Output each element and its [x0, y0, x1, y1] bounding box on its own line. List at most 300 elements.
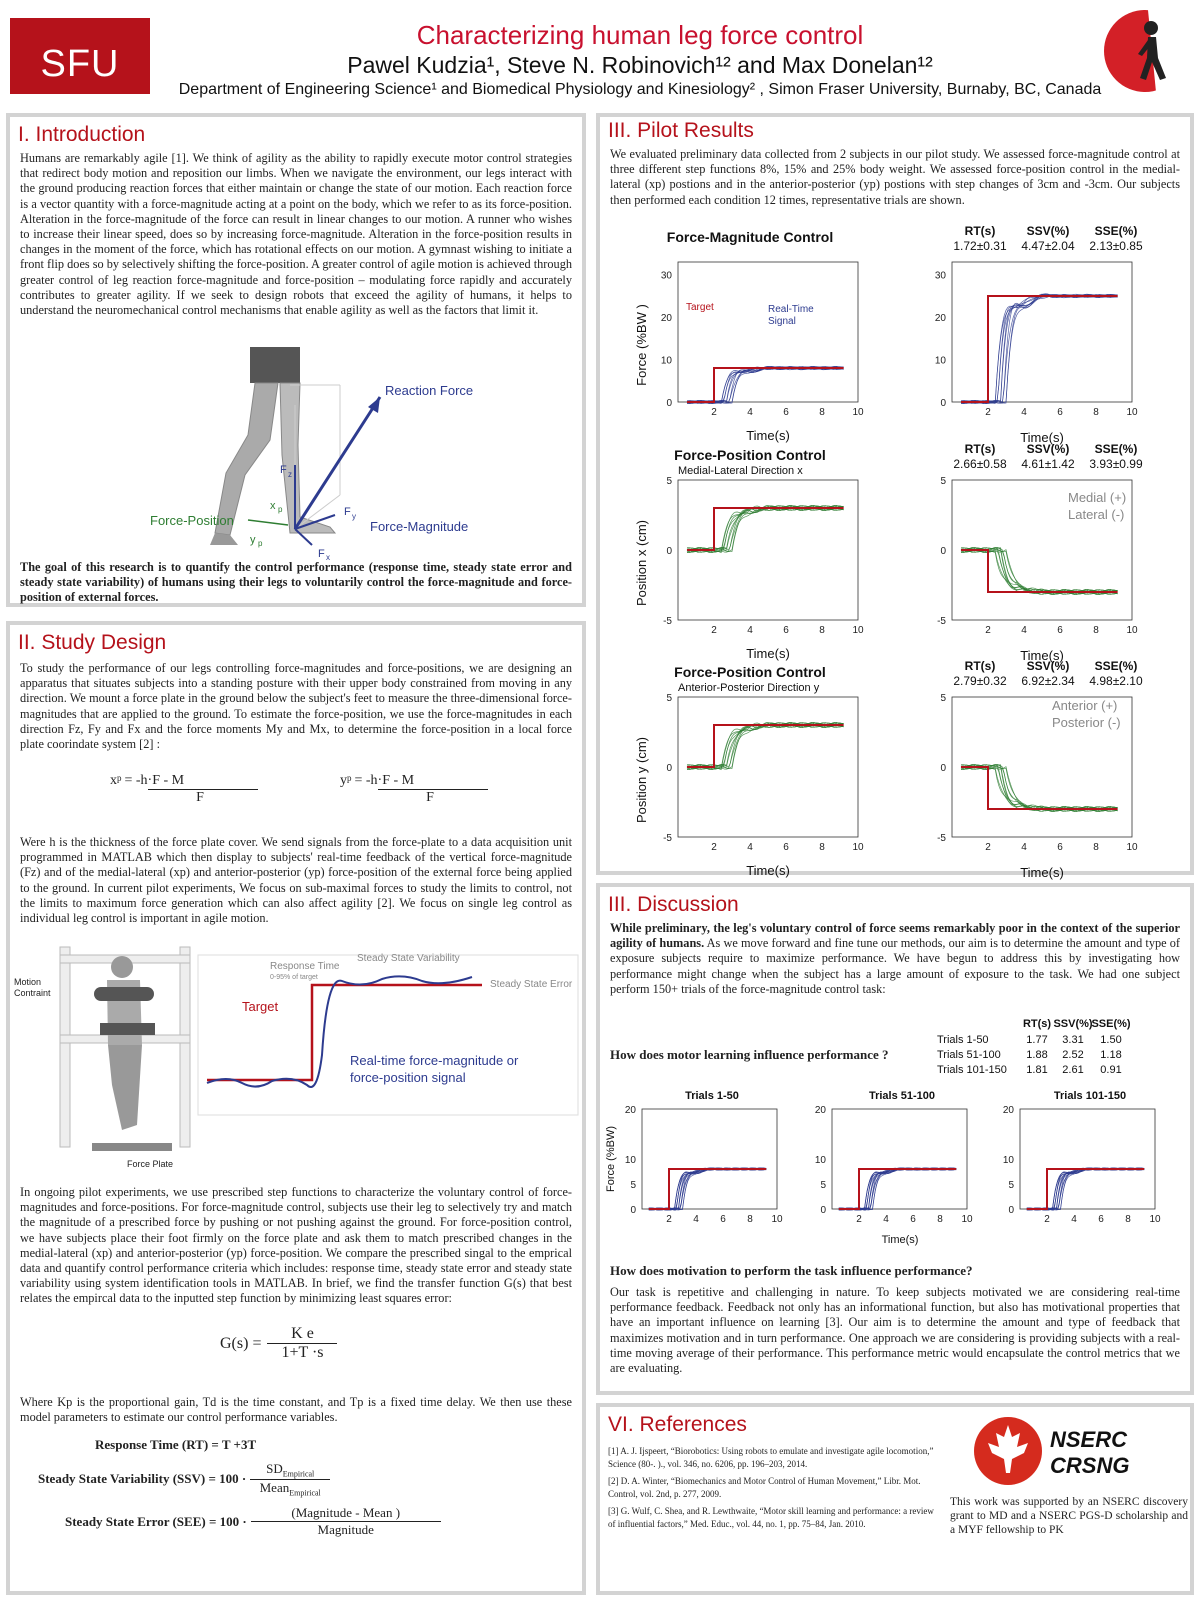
response-trace — [687, 366, 844, 403]
leg-force-diagram — [130, 345, 490, 560]
table-cell: 3.31 — [1062, 1034, 1084, 1046]
x-tick-label: 2 — [856, 1214, 862, 1225]
response-trace — [961, 547, 1118, 594]
x-tick-label: 4 — [883, 1214, 889, 1225]
fy-label: F — [344, 506, 351, 518]
response-trace — [961, 295, 1118, 403]
x-tick-label: 4 — [1021, 842, 1027, 853]
x-tick-label: 4 — [1021, 407, 1027, 418]
legend-entry: Lateral (-) — [1068, 507, 1125, 522]
sfu-logo: SFU — [10, 18, 150, 94]
y-tick-label: 10 — [660, 355, 672, 367]
transfer-function: G(s) = K e 1+T ·s — [220, 1325, 420, 1362]
response-trace — [961, 764, 1118, 811]
response-trace — [1027, 1168, 1144, 1209]
response-trace — [687, 366, 844, 403]
y-tick-label: 0 — [666, 546, 672, 557]
realtime-annotation: Real-Time — [768, 304, 814, 315]
response-trace — [1027, 1168, 1144, 1210]
target-step — [687, 508, 844, 550]
response-trace — [839, 1168, 956, 1210]
discussion-p2: Our task is repetitive and challenging in nature. To keep subjects motivated we are considering real-time performance feedback. Feedback not only has an informational function, but also has motivational properties that have an important influence on learning [3]. Our aim is to determine the amount and type of feedback that maximizes motivation and in turn performance. One approach we are considering is providing subjects with a real-time moving average of their performance. This performance metric would encapsulate the control metrics that we are evaluating. — [610, 1285, 1180, 1376]
table-heading: SSE(%) — [1091, 1018, 1131, 1030]
response-trace — [687, 367, 844, 403]
x-tick-label: 2 — [711, 625, 717, 636]
y-tick-label: 0 — [666, 398, 672, 409]
response-trace — [961, 294, 1118, 404]
response-trace — [839, 1168, 956, 1210]
response-trace — [649, 1168, 766, 1210]
stat-heading: SSE(%) — [1094, 224, 1138, 238]
y-tick-label: 10 — [934, 355, 946, 367]
x-tick-label: 8 — [937, 1214, 943, 1225]
response-trace — [687, 505, 844, 552]
response-trace — [687, 723, 844, 769]
x-tick-label: 2 — [666, 1214, 672, 1225]
x-tick-label: 6 — [783, 842, 789, 853]
poster-header — [0, 0, 1200, 110]
y-tick-label: -5 — [937, 833, 946, 844]
target-step — [961, 550, 1118, 592]
y-tick-label: 0 — [630, 1205, 636, 1216]
response-trace — [1027, 1168, 1144, 1210]
learning-charts — [600, 1087, 1190, 1252]
x-tick-label: 4 — [1071, 1214, 1077, 1225]
response-trace — [687, 367, 844, 404]
x-tick-label: 8 — [747, 1214, 753, 1225]
plot-frame — [952, 262, 1132, 402]
x-tick-label: 8 — [1093, 407, 1099, 418]
response-trace — [687, 722, 844, 769]
target-annotation: Target — [686, 302, 714, 313]
y-tick-label: 0 — [1008, 1205, 1014, 1216]
x-tick-label: 2 — [711, 842, 717, 853]
target-step — [649, 1169, 766, 1209]
sse-label: Steady State Error — [490, 979, 573, 990]
response-trace — [961, 295, 1118, 403]
stat-value: 2.79±0.32 — [953, 674, 1007, 688]
sse-eq: Steady State Error (SEE) = 100 · (Magnitude - Mean ) Magnitude — [65, 1505, 441, 1538]
introduction-heading: I. Introduction — [18, 123, 146, 146]
table-cell: 1.77 — [1026, 1034, 1048, 1046]
stat-heading: SSV(%) — [1026, 659, 1070, 673]
x-tick-label: 8 — [819, 842, 825, 853]
plot-frame — [642, 1109, 777, 1209]
response-trace — [839, 1168, 956, 1209]
y-tick-label: 20 — [660, 313, 672, 325]
x-tick-label: 2 — [711, 407, 717, 418]
response-trace — [687, 506, 844, 551]
legend-entry: Posterior (-) — [1052, 715, 1121, 730]
stat-value: 4.47±2.04 — [1021, 239, 1075, 253]
x-tick-label: 6 — [1057, 407, 1063, 418]
legend-entry: Medial (+) — [1068, 490, 1127, 505]
response-trace — [961, 294, 1118, 404]
y-tick-label: 20 — [624, 1105, 636, 1116]
y-tick-label: 10 — [1002, 1155, 1014, 1166]
x-tick-label: 10 — [1126, 842, 1138, 853]
response-trace — [961, 548, 1118, 593]
y-tick-label: 20 — [1002, 1105, 1014, 1116]
y-tick-label: 5 — [820, 1180, 826, 1191]
x-tick-label: 2 — [1044, 1214, 1050, 1225]
mini-chart-title: Trials 51-100 — [868, 1090, 936, 1102]
force-plate-label: Force Plate — [127, 1159, 174, 1169]
table-heading: RT(s) — [1022, 1018, 1052, 1030]
response-trace — [961, 765, 1118, 810]
response-trace — [839, 1168, 956, 1210]
response-trace — [961, 765, 1118, 811]
target-step — [839, 1169, 956, 1209]
y-tick-label: 5 — [940, 476, 946, 487]
stat-value: 3.93±0.99 — [1089, 457, 1143, 471]
response-trace — [649, 1168, 766, 1209]
response-trace — [1027, 1168, 1144, 1209]
nserc-logo — [972, 1415, 1172, 1487]
response-trace — [687, 506, 844, 551]
x-axis-label: Time(s) — [1020, 648, 1064, 663]
chart-subtitle: Anterior-Posterior Direction y — [678, 682, 820, 694]
reference-item: [3] G. Wulf, C. Shea, and R. Lewthwaite, “Motor skill learning and performance: a review of influential factors,” Med. Educ., vol. 44, no. 1, pp. 75–84, Jan. 2010. — [608, 1506, 934, 1529]
y-tick-label: 5 — [630, 1180, 636, 1191]
response-trace — [961, 548, 1118, 594]
table-cell: 2.61 — [1062, 1064, 1084, 1076]
response-trace — [687, 367, 844, 403]
response-trace — [839, 1168, 956, 1210]
x-tick-label: 6 — [783, 625, 789, 636]
response-trace — [687, 723, 844, 768]
x-tick-label: 10 — [1149, 1214, 1161, 1225]
table-row-label: Trials 51-100 — [937, 1049, 1001, 1061]
study-design-p4: Where Kp is the proportional gain, Td is the time constant, and Tp is a fixed time delay. We then use these model parameters to estimate our control performance variables. — [20, 1395, 572, 1425]
study-design-panel — [6, 621, 586, 1595]
yp-sub-label: p — [258, 539, 263, 548]
response-trace — [687, 723, 844, 769]
signal-label-1: Real-time force-magnitude or — [350, 1053, 519, 1068]
response-trace — [961, 765, 1118, 810]
study-design-p1: To study the performance of our legs controlling force-magnitudes and force-positions, we are designing an apparatus that situates subjects into a standing posture with their upper body constrained from moving in any direction. We mount a force plate in the ground below the subject's feet to measure the three-dimensional force-magnitudes that are applied to the ground. To estimate the force-position, we use the force-magnitudes in each direction Fz, Fy and Fx and the force moments My and Mx, to determine the force-position in a local force plate coorindate system [2] : — [20, 661, 572, 752]
response-trace — [687, 723, 844, 768]
table-cell: 0.91 — [1100, 1064, 1122, 1076]
x-tick-label: 6 — [1057, 625, 1063, 636]
x-tick-label: 10 — [1126, 625, 1138, 636]
ssv-label: Steady State Variability — [357, 953, 460, 964]
response-trace — [649, 1168, 766, 1210]
response-trace — [649, 1168, 766, 1210]
response-trace — [687, 367, 844, 404]
y-axis-label: Position x (cm) — [634, 520, 649, 606]
poster-title: Characterizing human leg force control — [416, 20, 864, 50]
legend-entry: Anterior (+) — [1052, 698, 1118, 713]
target-step — [687, 368, 844, 402]
study-design-p3: In ongoing pilot experiments, we use prescribed step functions to characterize the voluntary control of force-magnitudes and force-positions. For force-magnitude control, subjects use their leg to selectively try and match the magnitude of a prescribed force by pushing or not pushing against the ground. For force-position control, we have subjects place their foot firmly on the force plate and ask them to match prescribed changes in the medial-lateral (xp) and anterior-posterior (yp) force-position. We compare the prescribed singal to the emprical data and quantify control performance criteria which includes: response time, steady state error and steady state variability using system identification tools in MATLAB. In brief, we find the transfer function G(s) that best relates the empircal data to the inputted step function by minimizing least squares error: — [20, 1185, 572, 1306]
response-trace — [839, 1168, 956, 1210]
chart-subtitle: Medial-Lateral Direction x — [678, 465, 803, 477]
mini-chart-title: Trials 101-150 — [1053, 1090, 1127, 1102]
x-tick-label: 6 — [1098, 1214, 1104, 1225]
mini-y-axis-label: Force (%BW) — [605, 1126, 617, 1192]
fz-label: F — [280, 464, 287, 476]
x-tick-label: 8 — [1093, 625, 1099, 636]
x-tick-label: 4 — [747, 625, 753, 636]
motor-learning-question: How does motor learning influence performance ? — [610, 1047, 889, 1062]
x-tick-label: 10 — [852, 842, 864, 853]
response-trace — [1027, 1168, 1144, 1210]
reference-item: [2] D. A. Winter, “Biomechanics and Motor Control of Human Movement,” Libr. Mot. Control, vol. 2nd, p. 277, 2009. — [608, 1476, 921, 1499]
x-tick-label: 10 — [1126, 407, 1138, 418]
learning-table — [925, 1013, 1165, 1083]
y-tick-label: 10 — [624, 1155, 636, 1166]
references-panel — [596, 1403, 1194, 1595]
x-tick-label: 4 — [693, 1214, 699, 1225]
ssv-eq: Steady State Variability (SSV) = 100 · $SD_{Empirical}$ Mean$_{Empirical}$ — [38, 1461, 330, 1497]
response-trace — [961, 548, 1118, 594]
y-tick-label: 0 — [820, 1205, 826, 1216]
y-tick-label: 0 — [666, 763, 672, 774]
response-trace — [961, 765, 1118, 811]
response-trace — [649, 1168, 766, 1210]
x-tick-label: 2 — [985, 842, 991, 853]
x-tick-label: 2 — [985, 625, 991, 636]
study-design-heading: II. Study Design — [18, 631, 167, 654]
response-trace — [961, 765, 1118, 810]
stat-value: 4.61±1.42 — [1021, 457, 1075, 471]
response-trace — [961, 765, 1118, 811]
response-trace — [961, 548, 1118, 593]
yp-label: y — [250, 534, 256, 546]
discussion-panel — [596, 883, 1194, 1395]
response-trace — [961, 764, 1118, 811]
table-row-label: Trials 101-150 — [937, 1064, 1007, 1076]
poster-authors: Pawel Kudzia¹, Steve N. Robinovich¹² and Max Donelan¹² — [347, 52, 933, 78]
y-tick-label: 5 — [940, 693, 946, 704]
pilot-results-panel — [596, 113, 1194, 880]
response-trace — [687, 506, 844, 551]
stat-value: 6.92±2.34 — [1021, 674, 1075, 688]
response-trace — [649, 1168, 766, 1210]
response-trace — [649, 1168, 766, 1210]
x-tick-label: 10 — [961, 1214, 973, 1225]
response-trace — [1027, 1168, 1144, 1210]
response-trace — [961, 548, 1118, 594]
response-trace — [839, 1168, 956, 1210]
chart-title: Force-Position Control — [674, 447, 826, 463]
reference-item: [1] A. J. Ijspeert, “Biorobotics: Using robots to emulate and investigate agile locomotion,” Science (80-. )., vol. 346, no. 6206, pp. 196–203, 2014. — [608, 1446, 934, 1469]
x-tick-label: 4 — [747, 842, 753, 853]
y-tick-label: 10 — [814, 1155, 826, 1166]
y-axis-label: Position y (cm) — [634, 737, 649, 823]
response-trace — [649, 1168, 766, 1210]
response-time-sub-label: 0-95% of target — [270, 974, 318, 981]
response-trace — [961, 294, 1118, 403]
pilot-results-body: We evaluated preliminary data collected from 2 subjects in our pilot study. We assessed force-magnitude control at three different step functions 8%, 15% and 25% body weight. We assessed force-position control in the medial-lateral (xp) postions and in the anterior-posterior (yp) postions with step changes of 3cm and -3cm. Our subjects then performed each condition 12 times, representative trials are shown. — [610, 147, 1180, 207]
introduction-body: Humans are remarkably agile [1]. We think of agility as the ability to rapidly execute motor control strategies that redirect body motion and reposition our limbs. When we navigate the environment, our legs interact with the ground producing reaction forces that either maintain or change the state of our motion. Each reaction force is a vector quantity with a force-magnitude acting at a point on the body, which we refer to as its force-position. Alteration in the force-magnitude of the force can result in linear changes to our motion. A runner who wishes to increase their linear speed, does so by increasing force-magnitude. Alteration in the force-position results in changes in the moment of the force, which has rotational effects on our motion. A gymnast wishing to initiate a front flip does so by selectively shifting the force-position. A greater control of agile motion is achieved through greater control of leg reaction force-magnitude and force-position – modulating force rapidly and accurately contributes to greater agility. If we seek to design robots that exceed the agility of humans, it helps to understand the neuromechanical control mechanisms that enable agility as well as the factors that limit it. — [20, 151, 572, 318]
response-time-label: Response Time — [270, 961, 340, 972]
response-trace — [687, 723, 844, 768]
reaction-force-label: Reaction Force — [385, 383, 474, 398]
response-trace — [649, 1168, 766, 1210]
plot-frame — [678, 262, 858, 402]
force-magnitude-label: Force-Magnitude — [370, 519, 469, 534]
chart-title: Force-Position Control — [674, 664, 826, 680]
response-trace — [687, 723, 844, 768]
x-tick-label: 8 — [1093, 842, 1099, 853]
x-tick-label: 6 — [720, 1214, 726, 1225]
pilot-results-heading: III. Pilot Results — [608, 119, 754, 142]
references-list — [600, 1445, 942, 1531]
signal-label-2: force-position signal — [350, 1070, 466, 1085]
stat-value: 4.98±2.10 — [1089, 674, 1143, 688]
x-tick-label: 4 — [1021, 625, 1027, 636]
response-trace — [961, 547, 1118, 594]
y-tick-label: 5 — [666, 476, 672, 487]
response-trace — [687, 366, 844, 403]
response-trace — [687, 506, 844, 552]
table-cell: 1.50 — [1100, 1034, 1122, 1046]
walking-person-icon — [1104, 10, 1186, 92]
study-design-p2: Were h is the thickness of the force plate cover. We send signals from the force-plate to a data acquisition unit programmed in MATLAB which then display to subjects' real-time feedback of the vertical force-magnitude (Fz) and of the medial-lateral (xp) and anterior-posterior (yp) force-position of the external force being applied to the ground. In current pilot experiments, We focus on sub-maximal forces to study the limits to control, not the limits to maximum force generation which can also affect agility [2]. We focus on single leg control as individual leg control is important in agile motion. — [20, 835, 572, 926]
response-trace — [1027, 1168, 1144, 1210]
discussion-heading: III. Discussion — [608, 893, 739, 916]
plot-frame — [1020, 1109, 1155, 1209]
response-trace — [839, 1168, 956, 1210]
pilot-results-charts — [600, 217, 1190, 880]
response-trace — [839, 1168, 956, 1210]
y-tick-label: -5 — [663, 833, 672, 844]
target-step — [687, 725, 844, 767]
target-step — [961, 296, 1118, 402]
stat-heading: RT(s) — [964, 442, 996, 456]
response-trace — [839, 1168, 956, 1210]
response-trace — [839, 1168, 956, 1209]
fx-sub-label: x — [326, 553, 330, 562]
target-label: Target — [242, 999, 279, 1014]
y-tick-label: 20 — [934, 313, 946, 325]
x-axis-label: Time(s) — [1020, 430, 1064, 445]
research-goal: The goal of this research is to quantify the control performance (response time, steady state error and steady state variability) of humans using their legs to voluntarily control the force-magnitude and force-position of external forces. — [20, 560, 572, 605]
response-trace — [839, 1168, 956, 1210]
response-time-eq: Response Time (RT) = T +3T — [95, 1437, 257, 1452]
response-trace — [649, 1168, 766, 1210]
x-tick-label: 8 — [1125, 1214, 1131, 1225]
response-trace — [687, 506, 844, 552]
response-trace — [687, 366, 844, 403]
response-trace — [687, 505, 844, 552]
response-trace — [687, 722, 844, 769]
x-axis-label: Time(s) — [746, 428, 790, 443]
x-axis-label: Time(s) — [746, 863, 790, 878]
xp-sub-label: p — [278, 505, 283, 514]
y-tick-label: 5 — [1008, 1180, 1014, 1191]
x-tick-label: 8 — [819, 407, 825, 418]
response-trace — [1027, 1168, 1144, 1210]
stat-heading: SSE(%) — [1094, 442, 1138, 456]
y-tick-label: 30 — [660, 270, 672, 282]
references-heading: VI. References — [608, 1413, 747, 1436]
y-tick-label: 20 — [814, 1105, 826, 1116]
stat-value: 2.13±0.85 — [1089, 239, 1143, 253]
response-trace — [687, 505, 844, 552]
x-tick-label: 2 — [985, 407, 991, 418]
plot-frame — [832, 1109, 967, 1209]
x-tick-label: 8 — [819, 625, 825, 636]
table-cell: 1.18 — [1100, 1049, 1122, 1061]
y-tick-label: 30 — [934, 270, 946, 282]
table-heading: SSV(%) — [1053, 1018, 1093, 1030]
y-tick-label: 0 — [940, 398, 946, 409]
stat-value: 2.66±0.58 — [953, 457, 1007, 471]
response-trace — [687, 506, 844, 551]
response-trace — [649, 1168, 766, 1210]
motivation-question: How does motivation to perform the task influence performance? — [610, 1263, 973, 1278]
x-tick-label: 6 — [783, 407, 789, 418]
apparatus-figure — [12, 935, 582, 1180]
stat-heading: SSV(%) — [1026, 442, 1070, 456]
response-trace — [1027, 1168, 1144, 1210]
motion-constraint-label: Motion Contraint — [14, 977, 51, 998]
x-tick-label: 10 — [852, 625, 864, 636]
x-tick-label: 10 — [771, 1214, 783, 1225]
response-trace — [961, 294, 1118, 404]
response-trace — [961, 548, 1118, 593]
response-trace — [961, 548, 1118, 593]
mini-chart-title: Trials 1-50 — [685, 1090, 739, 1102]
fx-label: F — [318, 548, 325, 560]
fy-sub-label: y — [352, 512, 356, 521]
response-trace — [649, 1168, 766, 1210]
equation-yp: y $^p$ = -h·F - M F — [340, 773, 500, 806]
x-axis-label: Time(s) — [1020, 865, 1064, 880]
response-trace — [1027, 1168, 1144, 1210]
crsng-label: CRSNG — [1050, 1453, 1130, 1478]
response-trace — [961, 295, 1118, 404]
response-trace — [961, 295, 1118, 403]
response-trace — [839, 1168, 956, 1210]
mini-x-axis-label: Time(s) — [881, 1234, 919, 1246]
fz-sub-label: z — [288, 470, 292, 479]
xp-label: x — [270, 500, 276, 512]
response-trace — [961, 547, 1118, 594]
target-step — [961, 767, 1118, 809]
response-trace — [687, 506, 844, 552]
equation-xp: x $^p$ = -h·F - M F — [110, 773, 270, 806]
stat-heading: RT(s) — [964, 224, 996, 238]
poster-affiliation: Department of Engineering Science¹ and Biomedical Physiology and Kinesiology² , Simon Fraser University, Burnaby, BC, Canada — [178, 81, 1102, 98]
y-tick-label: -5 — [663, 616, 672, 627]
table-row-label: Trials 1-50 — [937, 1034, 989, 1046]
response-trace — [961, 764, 1118, 811]
response-trace — [1027, 1168, 1144, 1210]
table-cell: 1.81 — [1026, 1064, 1048, 1076]
table-cell: 1.88 — [1026, 1049, 1048, 1061]
y-axis-label: Force (%BW ) — [634, 304, 649, 386]
force-position-label: Force-Position — [150, 513, 234, 528]
x-tick-label: 6 — [1057, 842, 1063, 853]
y-tick-label: -5 — [937, 616, 946, 627]
x-axis-label: Time(s) — [746, 646, 790, 661]
x-tick-label: 10 — [852, 407, 864, 418]
table-cell: 2.52 — [1062, 1049, 1084, 1061]
response-trace — [1027, 1168, 1144, 1210]
target-step — [1027, 1169, 1144, 1209]
stat-heading: SSE(%) — [1094, 659, 1138, 673]
response-trace — [649, 1168, 766, 1209]
y-tick-label: 0 — [940, 763, 946, 774]
x-tick-label: 6 — [910, 1214, 916, 1225]
realtime-annotation: Signal — [768, 316, 796, 327]
y-tick-label: 0 — [940, 546, 946, 557]
discussion-p1: While preliminary, the leg's voluntary control of force seems remarkably poor in the context of the superior agility of humans. As we move forward and fine tune our methods, our aim is to determine the amount and type of exposure subjects require to maximize performance. We have begun to address this by investigating how performance might change when the subject has a large amount of exposure to the task. We had one subject perform 150+ trials of the force-magnitude control task: — [610, 921, 1181, 996]
